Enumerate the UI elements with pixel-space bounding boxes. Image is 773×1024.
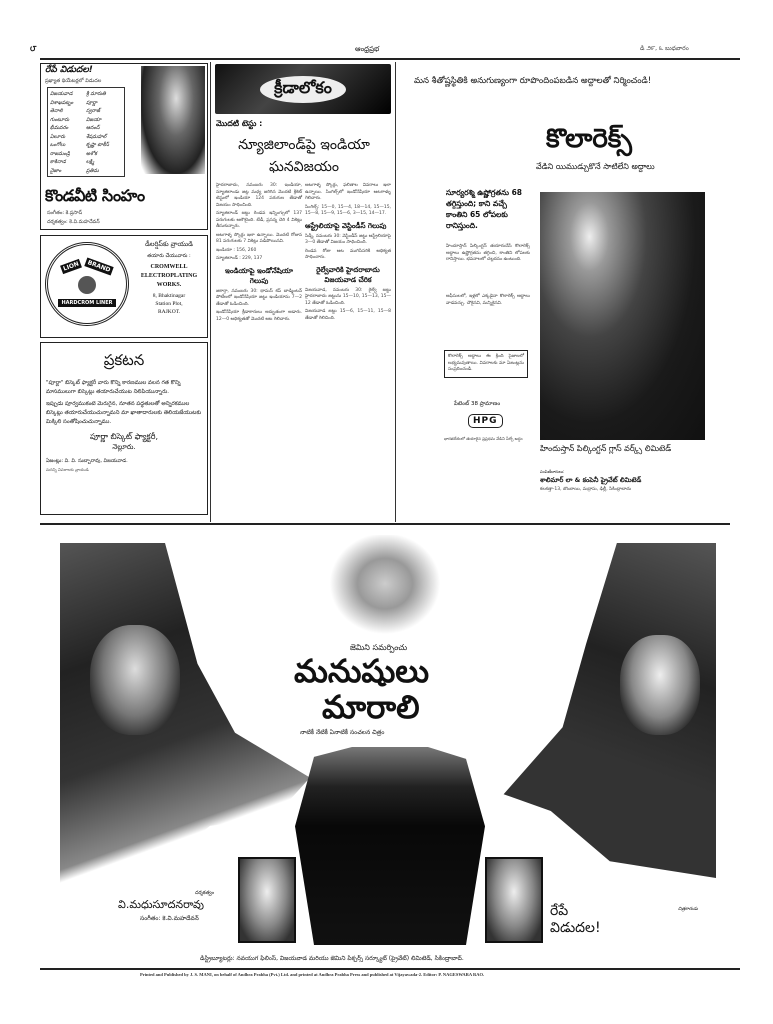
theatre-city: కాకినాడ (50, 159, 66, 165)
column-divider (395, 62, 396, 522)
theatre-row (50, 167, 122, 176)
notice-para-2: ఇప్పుడు పూర్వముకంటె మెరుగైన, నూతన పద్ధతులతో అన్నిరకముల బిస్కెట్లు తయారుచేయుచున్నామని మా ఖాతాదారులకు తెలియజేయుటకు మిక్కిలి సంతోషించుచున్నాము. (46, 401, 202, 425)
theatre-name: కృష్ణా టాకీస్ (86, 142, 109, 148)
theatre-name: విజయా (86, 116, 102, 123)
actor-portrait-right (485, 857, 543, 943)
notice-heading: ప్రకటన (103, 351, 145, 369)
notice-city: నెల్లూరు. (112, 443, 136, 451)
dealer-text: డీలర్షిప్‌కు వ్రాయుడి (145, 240, 193, 248)
theatre-city: నైజాం (50, 167, 62, 174)
director-name: వి.మధుసూదనరావు (118, 898, 205, 911)
glass-window-photo (540, 192, 705, 440)
ad-manushulu-marali (60, 535, 716, 945)
theatre-name: స్వరాజ్ (86, 108, 101, 114)
article-paragraph: విజయవాడ జట్టు 15—6, 15—11, 15—8 తేడాతో గెలిచింది. (305, 309, 391, 321)
ad-subline: ప్రఖ్యాత థియేటర్లలో విడుదల (45, 78, 102, 84)
statue-emblem (320, 535, 450, 643)
theatre-city: గుంటూరు (50, 116, 70, 123)
theatre-row (50, 116, 122, 125)
sports-banner-title: క్రీడాలోకం (260, 76, 346, 103)
theatre-city: రాజమండ్రి (50, 150, 70, 157)
article-paragraph: విజయవాడ, నవంబరు 30: రైల్వే జట్టు హైదరాబాదు జట్టును 15—10, 15—13, 15—12 తేడాతో ఓడించింది. (305, 287, 391, 306)
hero-photo (141, 66, 205, 174)
printer-imprint: Printed and Published by J. S. MANI, on behalf of Andhra Prabha (Pvt.) Ltd. and printed at Andhra Prabha Press and published at Vijayawada-2. Editor: P. NAGESWARA RAO. (140, 972, 485, 977)
theatre-name: ఆనంద్ (86, 125, 100, 131)
address-line: 8, Bhaktinagar (152, 293, 186, 299)
movie-tagline: నాటికీ నేటికీ ఏనాటికీ సంచలన చిత్రం (300, 729, 385, 736)
theatre-row (50, 133, 122, 142)
score-new-zealand: న్యూజిలాండ్ : 229, 137 (216, 256, 263, 261)
article-paragraph: సిడ్నీ, నవంబరు 30: వెస్టిండీస్ జట్టు ఆస్ట్రేలియాపై 3—0 తేడాతో విజయం సాధించింది. (305, 233, 391, 245)
theatre-row (50, 141, 122, 150)
ad-kondaveeti-simham (40, 63, 208, 230)
actor-portrait-left (238, 857, 296, 943)
article-column-2 (305, 183, 391, 324)
colorex-subtitle: వేడిని యిముడ్చుకొనే సాటిలేని అద్దాలు (536, 162, 655, 171)
theatre-name: పూర్ణా (86, 99, 98, 106)
artist-signature: చిత్రకారుడు (678, 907, 698, 912)
movie-title: కొండవీటి సింహం (45, 186, 145, 205)
colorex-body-1: హిందూస్తాన్ పిల్కింగ్టన్ తయారుచేసే కొలారెక్స్ అద్దాలు ఉష్ణోగ్రతను తగ్గించి, కాంతిని లోపలకు రానిస్తాయి. భవనాలలో చల్లదనం ఉంటుంది. (446, 244, 530, 262)
address-line: RAJKOT. (157, 309, 181, 315)
four-men-photo (295, 747, 485, 945)
logo-hardcrom: HARDCROM LINER (58, 299, 115, 307)
ad-credit-director: దర్శకత్వం: కె.వి.మహదేవన్ (47, 219, 100, 225)
colorex-addresses: కలకత్తా-13, బొంబాయి, మద్రాసు, ఢిల్లీ, సికింద్రాబాదు (540, 487, 632, 492)
theatre-city: ఒంగోలు (50, 142, 66, 148)
theatre-city: భీమవరం (50, 125, 69, 131)
movie-distributors: డిస్ట్రిబ్యూటర్లు: నవయుగ ఫిలింస్, విజయవాడ మరియు జెమిని పిక్చర్స్ సర్క్యూట్ (ప్రైవేట్) లిమిటెడ్, సికింద్రాబాద్. (200, 955, 464, 962)
theatre-name: అశోక (86, 150, 97, 157)
movie-title-line-2: మారాలి (322, 688, 420, 726)
column-divider (210, 62, 211, 522)
company-name: CROMWELL ELECTROPLATING WORKS. (140, 264, 198, 288)
lion-brand-logo (45, 242, 129, 326)
theatre-row (50, 99, 122, 108)
colorex-lead: సూర్యరశ్మి ఉష్ణోగ్రతను 68 తగ్గిస్తుంది; కాని వచ్చే కాంతిని 65 లోపలకు రానిస్తుంది. (446, 188, 523, 230)
theatre-city: విజయవాడ (50, 91, 73, 97)
maker-label: తయారు చేయువారు : (147, 253, 191, 259)
article-paragraph: న్యూజిలాండ్ జట్టు రెండవ ఇన్నింగ్సులో 137 పరుగులకు ఆలౌటైంది. బేడీ, ప్రసన్న చెరి 4 వికెట్లు తీసుకున్నారు. (216, 211, 302, 229)
paper-name: ఆంధ్రప్రభ (355, 45, 380, 53)
score-india: ఇండియా : 156, 260 (216, 247, 257, 253)
issue-date: డి ౨౯, ౬ బుధవారం (640, 45, 689, 52)
subheading: ఆస్ట్రేలియాపై వెస్టిండీస్ గెలుపు (305, 221, 387, 230)
distributor-label: పంపిణీదారులు: (540, 469, 565, 474)
movie-title-line-1: మనుషులు (294, 652, 430, 690)
article-paragraph: ఆటగాళ్ళ స్కోర్లు, ఫలితాల వివరాలు ఇలా ఉన్నాయి. సింగిల్స్‌లో ఇండోనేషియా ఆటగాళ్ళు గెలిచారు. (305, 183, 391, 201)
lion-face-icon (78, 276, 96, 294)
article-paragraph: జకార్తా, నవంబరు 30: థామస్ కప్ బాడ్మింటన్ పోటీలలో ఇండోనేషియా జట్టు ఇండియాను 7—2 తేడాతో ఓడించింది. (216, 288, 302, 307)
director-label: దర్శకత్వం (195, 890, 215, 896)
ad-credit-music: సంగీతం: కె.ప్రసాద్ (47, 210, 83, 216)
theatre-row (50, 107, 122, 116)
header-rule (40, 58, 740, 60)
article-paragraph: హైదరాబాదు, నవంబరు 30: ఇండియా, న్యూజిలాండు జట్ల మధ్య జరిగిన మొదటి క్రికెట్ టెస్టులో ఇండియా 124 పరుగుల తేడాతో విజయం సాధించింది. (216, 183, 302, 208)
logo-brand: BRAND (84, 257, 113, 275)
sports-banner (215, 64, 391, 114)
ad-tagline: రేపే విడుదల! (45, 65, 93, 75)
page-number: ౮ (30, 44, 37, 53)
hpg-logo: HPG (468, 414, 503, 428)
ad-lion-brand (40, 235, 208, 338)
theatre-list (47, 87, 125, 177)
article-paragraph: సింగిల్స్: 15—0, 15—4, 18—14, 15—15, 15—8, 15—9, 15—6, 3—15, 14—17. (305, 204, 391, 216)
colorex-maker: హిందుస్తాన్ పిల్కింగ్టన్ గ్లాస్ వర్క్స్ లిమిటెడ్ (540, 444, 672, 453)
theatre-name: ప్రతిమ (86, 167, 99, 174)
theatre-name: లక్ష్మి (86, 159, 95, 165)
article-paragraph: రెండవ రోజు ఆట ముగిసేసరికి ఆధిక్యత సాధించారు. (305, 248, 391, 260)
address-line: Station Plot, (155, 301, 183, 307)
theatre-row (50, 124, 122, 133)
colorex-sizes: పేటెంట్ 38 ప్రామాణం (454, 401, 501, 407)
woman-portrait-right (620, 635, 700, 735)
article-column-1 (216, 183, 302, 325)
theatre-name: శ్రీ మారుతి (86, 91, 106, 97)
music-credit: సంగీతం: కె.వి.మహదేవన్ (140, 915, 199, 922)
ad-colorex (398, 62, 733, 520)
notice-agent: ఏజంట్లు: వి. వి. సుబ్బారావు, విజయవాడ. (46, 458, 128, 464)
notice-para-1: "పూర్ణా" బిస్కెట్ ఫ్యాక్టరీ వారు కొన్ని కారణముల వలన గత కొన్ని మాసములుగా బిస్కెట్లు తయారుచేయుట నిలిపియున్నారు. (46, 380, 181, 395)
colorex-brand: కొలారెక్స్ (546, 124, 632, 154)
notice-signature: పూర్ణా బిస్కెట్ ఫ్యాక్టరీ, (89, 432, 159, 441)
notice-footnote: మరిన్ని వివరాలకు వ్రాయుడి (46, 467, 89, 472)
theatre-name: శేషమహల్ (86, 133, 107, 140)
theatre-city: ఏలూరు (50, 133, 66, 140)
theatre-row (50, 158, 122, 167)
theatre-city: విశాఖపట్నం (50, 99, 74, 106)
footer-rule (40, 968, 740, 970)
release-text: రేపే విడుదల! (550, 903, 601, 936)
banner-text: జెమిని సమర్పించు (350, 643, 408, 652)
woman-portrait-left (90, 625, 180, 735)
hpg-caption: భారతదేశంలో తయారైన ప్రప్రథమ వేడిని పీల్చే అద్దం (444, 436, 523, 441)
subheading: ఇండియాపై ఇండోనేషియా గెలుపు (225, 266, 293, 285)
article-headline: న్యూజిలాండ్‌పై ఇండియా ఘనవిజయం (238, 137, 370, 175)
article-paragraph: ఇండోనేషియా క్రీడాకారులు అద్భుతంగా ఆడారు. 12—0 ఆధిక్యతతో మొదటి ఆట గెలిచారు. (216, 310, 302, 322)
section-rule (40, 523, 730, 525)
theatre-city: తెనాలి (50, 108, 63, 114)
colorex-body-2: ఆఫీసులలో, ఇళ్లలో ఎక్కడైనా కొలారెక్స్ అద్దాలు వాడవచ్చు. చౌకైనవి, మన్నికైనవి. (446, 294, 530, 306)
theatre-row (50, 90, 122, 99)
colorex-tagline: మన శీతోష్ణస్థితికి అనుగుణ్యంగా రూపొందింపబడిన అద్దాలతో నిర్మించండి! (414, 76, 652, 86)
colorex-box: కొలారెక్స్ అద్దాలు ఈ క్రింది సైజులలో లభ్యమవుతాయి. వివరాలకు మా ఏజంట్లను సంప్రదించండి. (444, 350, 528, 378)
theatre-row (50, 150, 122, 159)
article-paragraph: ఆటగాళ్ళ స్కోర్లు ఇలా ఉన్నాయి. మొదటి రోజున 81 పరుగులకు 7 వికెట్లు పడిపోయినవి. (216, 232, 302, 244)
colorex-distributor: శాలిమార్ లా & కంపెనీ ప్రైవేట్ లిమిటెడ్ (540, 476, 642, 484)
article-kicker: మొదటి టెస్టు : (216, 119, 263, 128)
logo-lion: LION (60, 258, 82, 273)
notice-prakatana (40, 342, 208, 515)
subheading: రైల్వేవారికి హైదరాబాదు విజయవాడ చేరిక (316, 265, 380, 284)
